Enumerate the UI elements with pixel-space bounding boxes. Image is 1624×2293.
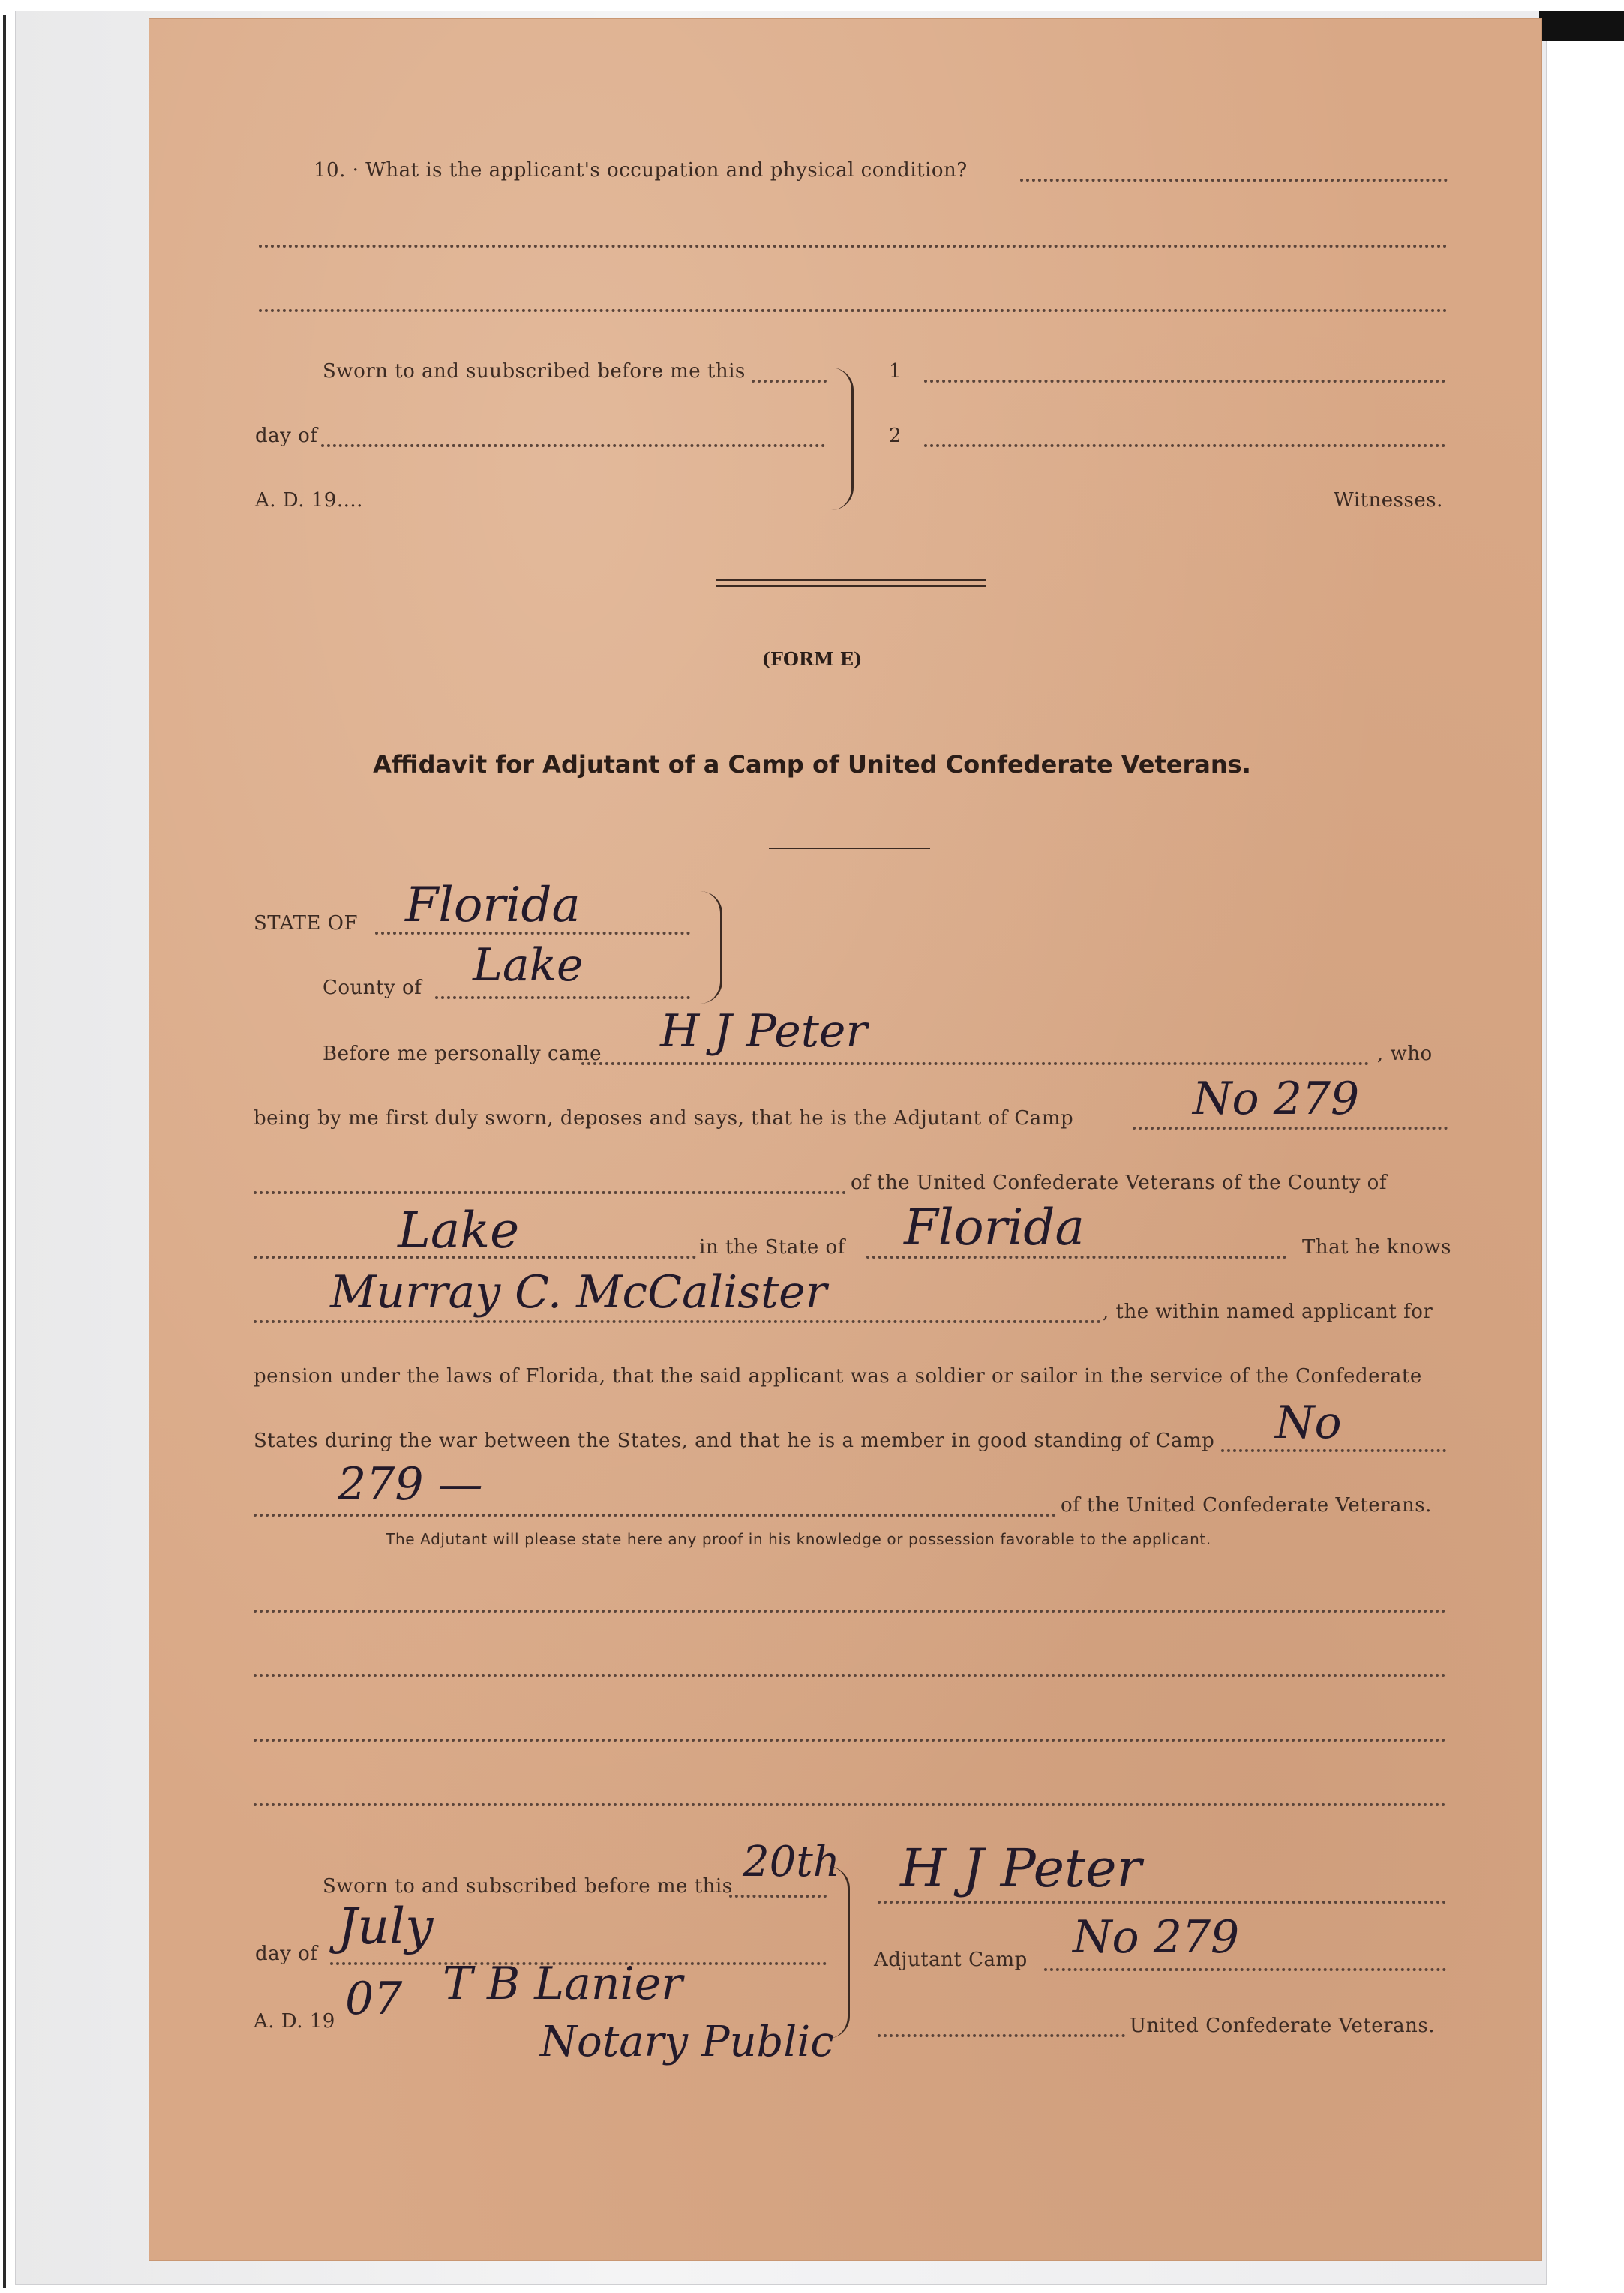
proof-line [254,1739,1446,1742]
signature-line [878,1901,1446,1904]
form-label: (FORM E) [761,648,863,670]
in-state-text: in the State of [699,1236,845,1259]
answer-line [259,309,1448,312]
state-of-label: STATE OF [254,912,359,935]
scan-edge-line [3,15,6,2288]
camp3-handwritten: 279 — [338,1458,483,1511]
month-handwritten: July [338,1898,434,1955]
blank-line [878,2034,1125,2037]
camp2-handwritten: No [1275,1397,1342,1449]
blank-line [254,1320,1101,1323]
ad-label: A. D. 19.... [255,489,363,512]
year-handwritten: 07 [345,1973,403,2025]
sworn2-text: Sworn to and subscribed before me this [323,1875,733,1898]
ucv2-text: United Confederate Veterans. [1130,2015,1435,2037]
witness-2-number: 2 [889,425,902,447]
adjutant-camp-handwritten: No 279 [1073,1911,1240,1964]
who-text: , who [1377,1043,1433,1065]
before-me-text: Before me personally came [323,1043,602,1065]
that-he-knows-text: That he knows [1302,1236,1451,1259]
day-of-label: day of [255,425,318,447]
county2-handwritten: Lake [398,1202,520,1259]
within-text: , the within named applicant for [1103,1301,1433,1323]
brace [829,368,854,510]
body-line-7: States during the war between the States, and that he is a member in good standing of Camp [254,1430,1215,1452]
answer-line [1020,179,1448,182]
scan-dark-corner [1539,11,1624,41]
proof-line [254,1674,1446,1677]
witness-2-line [924,444,1445,447]
question-10: 10. · What is the applicant's occupation and physical condition? [314,159,968,182]
camp-handwritten: No 279 [1193,1073,1360,1125]
blank-line [254,1514,1056,1517]
county-handwritten: Lake [473,939,584,992]
sworn-text: Sworn to and suubscribed before me this [323,360,746,383]
title-underline [769,848,930,849]
blank-line [321,444,825,447]
state-handwritten: Florida [405,878,581,933]
notary-title-handwritten: Notary Public [540,2018,834,2066]
adjutant-camp-label: Adjutant Camp [874,1949,1028,1971]
applicant-handwritten: Murray C. McCalister [330,1266,827,1319]
divider-rule [716,585,986,587]
blank-line [1221,1449,1446,1452]
blank-line [581,1062,1369,1065]
witnesses-label: Witnesses. [1334,489,1443,512]
witness-1-number: 1 [889,360,902,383]
proof-line [254,1803,1446,1806]
blank-line [729,1895,827,1898]
form-title: Affidavit for Adjutant of a Camp of United Confederate Veterans. [373,750,1251,779]
county-of-label: County of [323,977,422,999]
ucv-text: of the United Confederate Veterans. [1061,1494,1432,1517]
blank-line [752,380,827,383]
state2-handwritten: Florida [904,1199,1085,1256]
day-of2-label: day of [255,1943,318,1965]
proof-line [254,1610,1446,1613]
notary-signature: T B Lanier [443,1958,683,2010]
divider-rule [716,579,986,581]
body-line-6: pension under the laws of Florida, that the said applicant was a soldier or sailor in the service of the Confederate [254,1365,1422,1388]
body-line-2: being by me first duly sworn, deposes and says, that he is the Adjutant of Camp [254,1107,1074,1130]
blank-line [1044,1968,1446,1971]
brace [698,891,722,1004]
instruction-text: The Adjutant will please state here any proof in his knowledge or possession favorable to the applicant. [386,1530,1211,1548]
blank-line [254,1191,846,1194]
ad2-label: A. D. 19 [254,2010,335,2033]
adjutant-signature: H J Peter [900,1838,1142,1899]
blank-line [1133,1127,1448,1130]
body-line-3: of the United Confederate Veterans of the County of [851,1172,1387,1194]
answer-line [259,245,1448,248]
brace [825,1866,850,2039]
came-handwritten: H J Peter [660,1005,868,1058]
day-handwritten: 20th [743,1838,840,1886]
blank-line [435,996,690,999]
witness-1-line [924,380,1445,383]
